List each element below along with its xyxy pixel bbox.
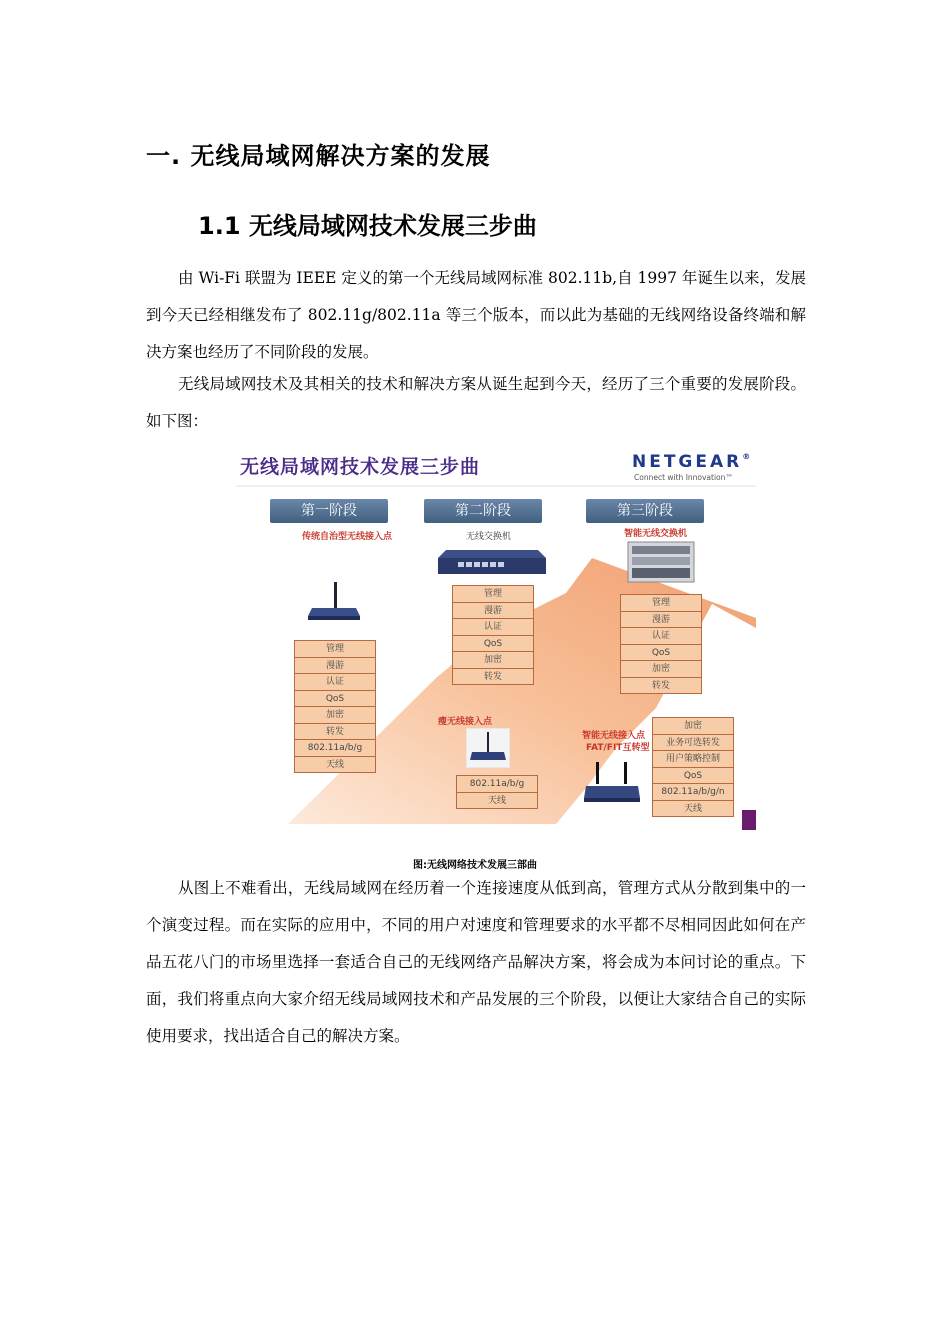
- chassis-switch-icon: [626, 540, 696, 584]
- registered-mark: ®: [742, 452, 751, 461]
- stack-cell: 管理: [620, 594, 702, 612]
- stack-cell: 加密: [652, 717, 734, 735]
- stack-cell: 转发: [294, 723, 376, 741]
- thin-ap-subtitle: 瘦无线接入点: [438, 717, 493, 727]
- brand-tagline: Connect with Innovation™: [634, 473, 733, 482]
- figure-caption: 图:无线网络技术发展三部曲: [413, 860, 537, 871]
- stack-cell: 漫游: [620, 611, 702, 629]
- stack-cell: 天线: [456, 792, 538, 810]
- stack-cell: 业务可选转发: [652, 734, 734, 752]
- stack-cell: 转发: [452, 668, 534, 686]
- wireless-switch-icon: [436, 544, 548, 580]
- brand-name: NETGEAR: [632, 452, 743, 472]
- stack-cell: 加密: [620, 660, 702, 678]
- stack-cell: 管理: [452, 585, 534, 603]
- stack-cell: 认证: [620, 627, 702, 645]
- stack-cell: 认证: [452, 618, 534, 636]
- stack-cell: 天线: [652, 800, 734, 818]
- stack-cell: 用户策略控制: [652, 750, 734, 768]
- section-heading: 一. 无线局域网解决方案的发展: [146, 142, 491, 170]
- thin-ap-icon: [466, 728, 510, 768]
- stack-cell: 漫游: [294, 657, 376, 675]
- stack-cell: 漫游: [452, 602, 534, 620]
- stack-cell: 加密: [294, 706, 376, 724]
- smart-ap-icon: [582, 762, 642, 806]
- stack-cell: 认证: [294, 673, 376, 691]
- conclusion-paragraph: 从图上不难看出，无线局域网在经历着一个连接速度从低到高，管理方式从分散到集中的一个演变过程。而在实际的应用中，不同的用户对速度和管理要求的水平都不尽相同因此如何在产品五花八门的市场里选择一套适合自己的无线网络产品解决方案，将会成为本问讨论的重点。下面，我们将重点向大家介绍无线局域网技术和产品发展的三个阶段，以便让大家结合自己的实际使用要求，找出适合自己的解决方案。: [146, 879, 806, 1045]
- stack-cell: 802.11a/b/g: [294, 739, 376, 757]
- subsection-heading: 1.1 无线局域网技术发展三步曲: [198, 212, 537, 240]
- figure-title: 无线局域网技术发展三步曲: [240, 456, 481, 478]
- netgear-logo: [632, 452, 750, 472]
- stack-cell: 加密: [452, 651, 534, 669]
- stack-cell: 802.11a/b/g: [456, 775, 538, 793]
- stack-cell: QoS: [620, 644, 702, 662]
- stage-1-stack: [294, 641, 376, 773]
- intro-paragraph: 由 Wi-Fi 联盟为 IEEE 定义的第一个无线局域网标准 802.11b,自 1997 年诞生以来，发展到今天已经相继发布了 802.11g/802.11a 等三个版本，而以此为基础的无线网络设备终端和解决方案也经历了不同阶段的发展。: [146, 269, 806, 361]
- access-point-icon: [306, 582, 362, 622]
- stack-cell: QoS: [294, 690, 376, 708]
- stage-3-label: 第三阶段: [586, 499, 704, 523]
- thin-ap-stack: [456, 776, 538, 809]
- stage-2-subtitle: 无线交换机: [466, 532, 512, 542]
- stage-3-stack: [620, 595, 702, 694]
- stack-cell: 管理: [294, 640, 376, 658]
- stack-cell: 转发: [620, 677, 702, 695]
- stack-cell: 802.11a/b/g/n: [652, 783, 734, 801]
- stack-cell: 天线: [294, 756, 376, 774]
- stack-cell: QoS: [652, 767, 734, 785]
- stage-2-stack: [452, 586, 534, 685]
- stage-1-subtitle: 传统自治型无线接入点: [302, 532, 393, 542]
- smart-ap-mode: FAT/FIT互转型: [586, 743, 650, 753]
- corner-accent: [742, 810, 756, 830]
- stage-2-label: 第二阶段: [424, 499, 542, 523]
- smart-ap-stack: [652, 718, 734, 817]
- smart-ap-subtitle: 智能无线接入点: [582, 731, 646, 741]
- stack-cell: QoS: [452, 635, 534, 653]
- stage-3-subtitle: 智能无线交换机: [624, 529, 688, 539]
- stage-1-label: 第一阶段: [270, 499, 388, 523]
- evolution-figure: [236, 448, 756, 830]
- stages-paragraph: 无线局域网技术及其相关的技术和解决方案从诞生起到今天，经历了三个重要的发展阶段。如下图：: [146, 375, 806, 430]
